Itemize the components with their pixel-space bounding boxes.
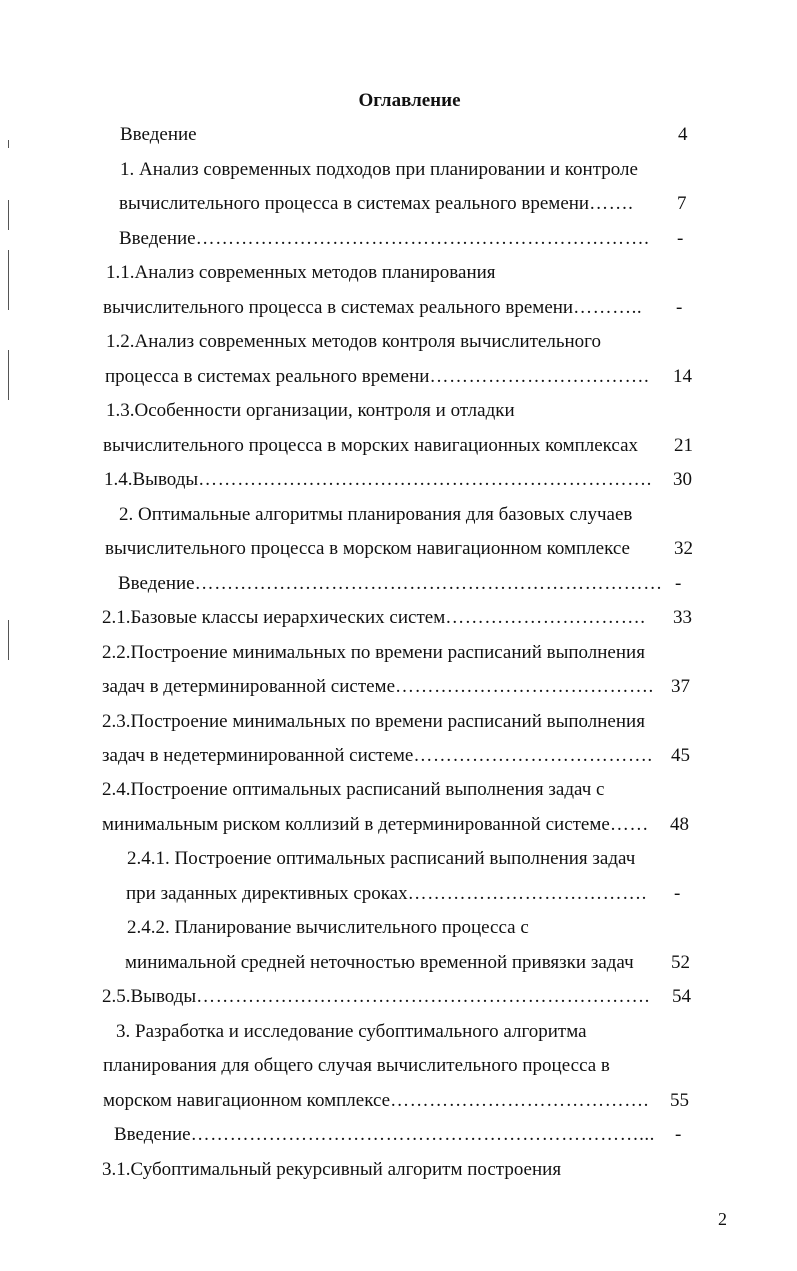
toc-entry-text: 1.1.Анализ современных методов планирования [106,262,496,283]
toc-entry-page: - [675,1124,682,1145]
toc-leader-dots: ……………………………………………………………. [198,469,652,490]
toc-entry-text: 1.2.Анализ современных методов контроля вычислительного [106,331,601,352]
toc-entry-2-4-1 [127,848,672,870]
toc-leader-dots: ……………………………. [429,366,650,387]
toc-entry-text: 1. Анализ современных подходов при планировании и контроле [120,159,638,180]
toc-entry-2-4-2 [127,917,672,939]
toc-entry-2-1 [102,607,667,629]
toc-entry-text: планирования для общего случая вычислительного процесса в [103,1055,610,1076]
toc-entry-text: 2. Оптимальные алгоритмы планирования для базовых случаев [119,504,633,525]
toc-leader-dots: ………………………………. [407,883,647,904]
toc-entry-page: 37 [671,676,690,697]
toc-entry-text: 2.2.Построение минимальных по времени расписаний выполнения [102,642,645,663]
toc-leader-dots: ……………………………………………………………. [195,228,650,249]
toc-entry-page: 21 [674,435,693,456]
toc-entry-chapter-1-cont [119,193,659,215]
toc-entry-2-3 [102,711,672,733]
toc-entry-text: 1.4.Выводы [104,469,199,490]
toc-entry-chapter-2 [119,504,679,526]
toc-entry-2-3-cont [102,745,670,767]
toc-entry-3-1 [102,1159,672,1181]
toc-entry-page: - [676,297,683,318]
toc-entry-intro [120,124,620,146]
scan-margin-mark [8,620,9,660]
toc-entry-page: 30 [673,469,692,490]
scan-margin-mark [8,200,9,230]
toc-entry-text: 3.1.Субоптимальный рекурсивный алгоритм построения [102,1159,562,1180]
toc-entry-2-2 [102,642,672,664]
toc-leader-dots: ……….. [573,297,643,318]
toc-entry-text: Введение [118,573,195,594]
toc-entry-page: - [674,883,681,904]
toc-entry-text: вычислительного процесса в системах реального времени [103,297,574,318]
toc-entry-ch2-intro [118,573,674,595]
toc-entry-text: 2.4.1. Построение оптимальных расписаний выполнения задач [127,848,636,869]
toc-leader-dots: …………………………………. [395,676,654,697]
toc-leader-dots: …… [609,814,649,835]
toc-entry-page: - [675,573,682,594]
toc-entry-page: 52 [671,952,690,973]
toc-entry-2-4 [102,779,672,801]
toc-entry-text: задач в недетерминированной системе [102,745,414,766]
toc-entry-page: 32 [674,538,693,559]
toc-entry-page: - [677,228,684,249]
toc-entry-1-3-cont [103,435,673,457]
toc-entry-page: 45 [671,745,690,766]
toc-leader-dots: ……………………………………………………………… [194,573,663,594]
toc-entry-1-4 [104,469,666,491]
toc-entry-page: 7 [677,193,687,214]
toc-entry-ch3-intro [114,1124,666,1146]
toc-entry-2-4-2-cont [125,952,670,974]
toc-heading: Оглавление [358,90,461,111]
toc-entry-text: процесса в системах реального времени [105,366,430,387]
toc-entry-page: 33 [673,607,692,628]
toc-entry-chapter-2-cont [105,538,665,560]
toc-entry-page: 14 [673,366,692,387]
scan-margin-mark [8,250,9,310]
toc-entry-1-1 [106,262,666,284]
toc-entry-chapter-1 [120,159,680,181]
toc-leader-dots: …………………………. [445,607,646,628]
toc-entry-2-5 [102,986,666,1008]
toc-entry-2-4-1-cont [126,883,666,905]
toc-entry-1-2 [106,331,666,353]
toc-leader-dots: ………………………………. [413,745,653,766]
toc-entry-text: Введение [119,228,196,249]
toc-entry-text: 2.5.Выводы [102,986,197,1007]
toc-entry-page: 48 [670,814,689,835]
toc-entry-text: 2.1.Базовые классы иерархических систем [102,607,446,628]
toc-leader-dots: …………………………………. [390,1090,649,1111]
toc-entry-text: минимальной средней неточностью временной привязки задач [125,952,634,973]
toc-entry-text: 2.4.2. Планирование вычислительного процесса с [127,917,529,938]
toc-entry-text: 3. Разработка и исследование субоптимального алгоритма [116,1021,587,1042]
toc-entry-text: задач в детерминированной системе [102,676,396,697]
toc-entry-text: 2.3.Построение минимальных по времени расписаний выполнения [102,711,645,732]
toc-entry-1-1-cont [103,297,665,319]
toc-entry-text: вычислительного процесса в морском навигационном комплексе [105,538,630,559]
toc-leader-dots: ……………………………………………………………... [190,1124,655,1145]
scan-margin-mark [8,350,9,400]
toc-entry-chapter-3-cont1 [103,1055,673,1077]
toc-entry-text: 2.4.Построение оптимальных расписаний выполнения задач с [102,779,605,800]
toc-entry-page: 54 [672,986,691,1007]
page-number: 2 [718,1209,727,1229]
toc-entry-text: 1.3.Особенности организации, контроля и отладки [106,400,515,421]
toc-entry-page: 4 [678,124,688,145]
toc-leader-dots: ……. [589,193,634,214]
toc-entry-text: Введение [120,124,197,145]
toc-entry-text: Введение [114,1124,191,1145]
toc-entry-text: при заданных директивных сроках [126,883,408,904]
toc-entry-2-2-cont [102,676,670,698]
toc-entry-1-2-cont [105,366,667,388]
toc-entry-text: вычислительного процесса в системах реального времени [119,193,590,214]
toc-entry-page: 55 [670,1090,689,1111]
scan-margin-mark [8,140,9,148]
toc-entry-text: вычислительного процесса в морских навигационных комплексах [103,435,639,456]
toc-entry-text: минимальным риском коллизий в детерминированной системе [102,814,610,835]
toc-leader-dots: ……………………………………………………………. [196,986,650,1007]
toc-entry-chapter-3-cont2 [103,1090,669,1112]
toc-entry-2-4-cont [102,814,670,836]
toc-entry-ch1-intro [119,228,659,250]
toc-entry-chapter-3 [116,1021,676,1043]
toc-entry-text: морском навигационном комплексе [103,1090,391,1111]
toc-entry-1-3 [106,400,666,422]
